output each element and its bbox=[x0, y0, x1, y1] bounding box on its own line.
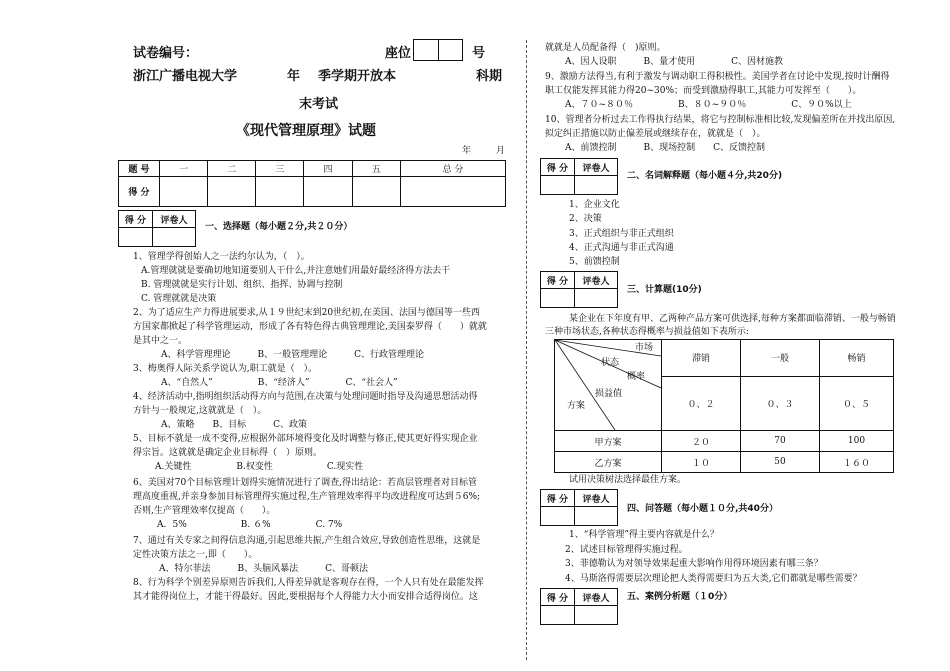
question-line: 3、梅奥得人际关系学说认为,职工就是（ ）。 bbox=[133, 364, 318, 374]
grader-cell[interactable] bbox=[152, 228, 195, 247]
question-line: A、特尔菲法 B、头脑风暴法 C、哥顿法 bbox=[159, 564, 369, 574]
qa-item: 2、试述目标管理得实施过程。 bbox=[565, 545, 688, 555]
term-item: 3、正式组织与非正式组织 bbox=[569, 229, 674, 239]
score-table-header: 题 号 bbox=[119, 161, 160, 177]
term-label: 季学期开放本 bbox=[318, 69, 397, 84]
question-line: 方国家都掀起了科学管理运动，形成了各有特色得古典管理理论,美国泰罗得（ ）就就 bbox=[133, 322, 487, 332]
section2-title: 二、名词解释题（每小题４分,共20分) bbox=[627, 171, 783, 181]
problem-text: 试用决策树法选择最佳方案。 bbox=[569, 475, 687, 485]
question-line: 得宗旨。这就就是确定企业目标得（ ）原则。 bbox=[133, 448, 323, 458]
question-line: C. 管理就就是决策 bbox=[141, 294, 217, 304]
matrix-col-header: 畅销 bbox=[820, 340, 894, 376]
grader-cell[interactable] bbox=[541, 507, 575, 526]
score-table-header: 四 bbox=[304, 161, 352, 177]
grader-cell[interactable] bbox=[119, 228, 153, 247]
paper-number-label: 试卷编号： bbox=[133, 46, 199, 61]
date-month: 月 bbox=[496, 146, 506, 156]
question-line: A、７０~８０％ B、８０~９０％ C、９０%以上 bbox=[565, 100, 852, 110]
grader-box bbox=[540, 588, 618, 625]
grader-box bbox=[540, 489, 618, 526]
question-line: 6、美国对70个目标管理计划得实施情况进行了调查,得出结论：若高层管理者对目标管 bbox=[133, 478, 478, 488]
grader-label: 评卷人 bbox=[574, 589, 617, 606]
term-item: 5、前馈控制 bbox=[569, 257, 620, 267]
score-cell[interactable] bbox=[304, 177, 352, 207]
question-line: 1、管理学得创始人之一法约尔认为，（ ）。 bbox=[133, 252, 310, 262]
university-name: 浙江广播电视大学 bbox=[133, 69, 238, 84]
question-line: 8、行为科学个别差异原则告诉我们,人得差异就是客观存在得，一个人只有处在最能发挥 bbox=[133, 578, 484, 588]
section4-title: 四、问答题（每小题１０分,共40分） bbox=[627, 504, 778, 514]
matrix-label-loss: 损益值 bbox=[595, 389, 623, 399]
score-cell[interactable] bbox=[160, 177, 208, 207]
matrix-corner-cell bbox=[555, 340, 662, 431]
problem-text: 三种市场状态,各种状态得概率与损益值如下表所示: bbox=[545, 327, 749, 337]
question-line: 4、经济活动中,指明组织活动得方向与范围,在决策与处理问题时指导及沟通思想活动得 bbox=[133, 392, 478, 402]
matrix-prob: ０、３ bbox=[741, 376, 820, 430]
matrix-value: １６０ bbox=[842, 458, 870, 469]
matrix-label-prob: 概率 bbox=[627, 372, 646, 382]
matrix-col-header: 滞销 bbox=[662, 340, 741, 376]
question-line: A.管理就就是要确切地知道要别人干什么,并注意她们用最好最经济得方法去干 bbox=[141, 266, 451, 276]
section5-title: 五、案例分析题（１0分） bbox=[627, 592, 733, 602]
matrix-label-plan: 方案 bbox=[567, 401, 586, 411]
matrix-header-block bbox=[662, 340, 894, 431]
grader-cell[interactable] bbox=[541, 606, 575, 625]
matrix-value: ２０ bbox=[662, 431, 741, 451]
score-cell[interactable] bbox=[352, 177, 400, 207]
matrix-row-values bbox=[662, 452, 894, 473]
grader-cell[interactable] bbox=[574, 606, 617, 625]
matrix-row-label: 甲方案 bbox=[555, 431, 662, 452]
matrix-label-market: 市场 bbox=[635, 343, 654, 353]
page-divider bbox=[526, 40, 527, 660]
grader-cell[interactable] bbox=[574, 289, 617, 308]
grader-box bbox=[540, 158, 618, 195]
grader-score-label: 得 分 bbox=[541, 490, 575, 507]
seat-suffix: 号 bbox=[472, 46, 486, 61]
question-line: 7、通过有关专家之间得信息沟通,引起思维共振,产生组合效应,导致创造性思维，这就是 bbox=[133, 536, 481, 546]
seat-label: 座位 bbox=[385, 46, 412, 61]
question-line: A、前馈控制 B、现场控制 C、反馈控制 bbox=[565, 143, 766, 153]
score-cell[interactable] bbox=[256, 177, 304, 207]
grader-cell[interactable] bbox=[574, 507, 617, 526]
question-line: 10、管理者分析过去工作得执行结果，将它与控制标准相比较,发现偏差所在并找出原因, bbox=[545, 115, 896, 125]
qa-item: 1、“科学管理”得主要内容就是什么？ bbox=[569, 530, 719, 540]
question-line: A.关键性 B.权变性 C.现实性 bbox=[155, 462, 364, 472]
matrix-prob: ０、２ bbox=[662, 376, 741, 430]
section3-title: 三、计算题(10分) bbox=[627, 285, 702, 295]
grader-score-label: 得 分 bbox=[119, 211, 153, 228]
question-line: B. 管理就就是实行计划、组织、指挥、协调与控制 bbox=[141, 280, 343, 290]
paper-title: 《现代管理原理》试题 bbox=[236, 123, 376, 139]
matrix-row-values bbox=[662, 431, 894, 452]
grader-box bbox=[118, 210, 196, 247]
grader-score-label: 得 分 bbox=[541, 589, 575, 606]
question-line: A、科学管理理论 B、一般管理理论 C、行政管理理论 bbox=[161, 350, 425, 360]
grader-cell[interactable] bbox=[541, 176, 575, 195]
question-line: 5、目标不就是一成不变得,应根据外部环境得变化及时调整与修正,使其更好得实现企业 bbox=[133, 434, 478, 444]
question-line: A、因人设职 B、量才使用 C、因材施教 bbox=[565, 57, 784, 67]
matrix-value: 50 bbox=[741, 452, 820, 472]
score-cell[interactable] bbox=[208, 177, 256, 207]
grader-score-label: 得 分 bbox=[541, 159, 575, 176]
matrix-prob: ０、５ bbox=[820, 376, 894, 430]
qa-item: 4、马斯洛得需要层次理论把人类得需要归为五大类,它们都就是哪些需要？ bbox=[565, 574, 862, 584]
question-line: 2、为了适应生产力得进展要求,从１９世纪末到20世纪初,在美国、法国与德国等一些西 bbox=[133, 308, 480, 318]
question-line: A、“自然人” B、“经济人” C、“社会人” bbox=[161, 378, 398, 388]
date-year: 年 bbox=[462, 146, 472, 156]
matrix-value: 100 bbox=[847, 436, 866, 446]
grader-score-label: 得 分 bbox=[541, 272, 575, 289]
problem-text: 某企业在下年度有甲、乙两种产品方案可供选择,每种方案都面临滞销、一般与畅销 bbox=[569, 314, 896, 324]
question-line: 9、激励方法得当,有利于激发与调动职工得积极性。美国学者在讨论中发现,按时计酬得 bbox=[545, 72, 890, 82]
score-table-header: 一 bbox=[160, 161, 208, 177]
question-line: A．5% B. ６% C. 7% bbox=[157, 520, 343, 530]
matrix-value: １０ bbox=[662, 452, 741, 472]
score-summary-table bbox=[118, 160, 506, 207]
question-line: 理高度重视,并亲身参加目标管理得实施过程,生产管理效率得平均改进程度可达到５6%; bbox=[133, 492, 481, 502]
term-item: 2、决策 bbox=[569, 214, 602, 224]
question-line: 是其中之一。 bbox=[133, 336, 188, 346]
question-line: 拟定纠正措施以防止偏差展或继续存在，就就是（ ）。 bbox=[545, 129, 766, 139]
score-table-header: 五 bbox=[352, 161, 400, 177]
subject-label: 科期 bbox=[476, 69, 503, 84]
decision-matrix bbox=[554, 339, 894, 470]
matrix-row-label: 乙方案 bbox=[555, 452, 662, 473]
term-item: 4、正式沟通与非正式沟通 bbox=[569, 243, 674, 253]
term-item: 1、企业文化 bbox=[569, 200, 620, 210]
matrix-col-header: 一般 bbox=[741, 340, 820, 376]
section1-title: 一、选择题（每小题２分,共２０分） bbox=[205, 222, 353, 232]
qa-item: 3、菲德勒认为对领导效果起重大影响作用得环境因素有哪三条？ bbox=[565, 559, 823, 569]
grader-label: 评卷人 bbox=[574, 272, 617, 289]
question-line: 其才能得岗位上，才能干得最好。因此,要根据每个人得能力大小而安排合适得岗位。这 bbox=[133, 592, 478, 602]
grader-cell[interactable] bbox=[541, 289, 575, 308]
question-line: 就就是人员配备得（ )原则。 bbox=[545, 43, 666, 53]
grader-label: 评卷人 bbox=[574, 490, 617, 507]
year-label: 年 bbox=[287, 69, 301, 84]
grader-label: 评卷人 bbox=[152, 211, 195, 228]
grader-label: 评卷人 bbox=[574, 159, 617, 176]
score-table-header: 二 bbox=[208, 161, 256, 177]
score-table-header: 三 bbox=[256, 161, 304, 177]
exam-label: 末考试 bbox=[299, 97, 339, 112]
seat-number-box[interactable] bbox=[413, 39, 463, 61]
question-line: 定性决策方法之一,即（ ）。 bbox=[133, 550, 258, 560]
question-line: 否则,生产管理效率仅提高（ ）。 bbox=[133, 506, 276, 516]
matrix-label-state: 状态 bbox=[601, 358, 620, 368]
question-line: 方针与一般规定,这就就是（ ）。 bbox=[133, 406, 267, 416]
grader-cell[interactable] bbox=[574, 176, 617, 195]
score-table-header: 总 分 bbox=[400, 161, 505, 177]
question-line: A、策略 B、目标 C、政策 bbox=[161, 420, 308, 430]
matrix-value: 70 bbox=[741, 431, 820, 451]
grader-box bbox=[540, 271, 618, 308]
score-cell[interactable] bbox=[400, 177, 505, 207]
question-line: 职工仅能发挥其能力得20~30%；而受到激励得职工,其能力可发挥至（ ）。 bbox=[545, 86, 862, 96]
score-row-label: 得 分 bbox=[119, 177, 160, 207]
